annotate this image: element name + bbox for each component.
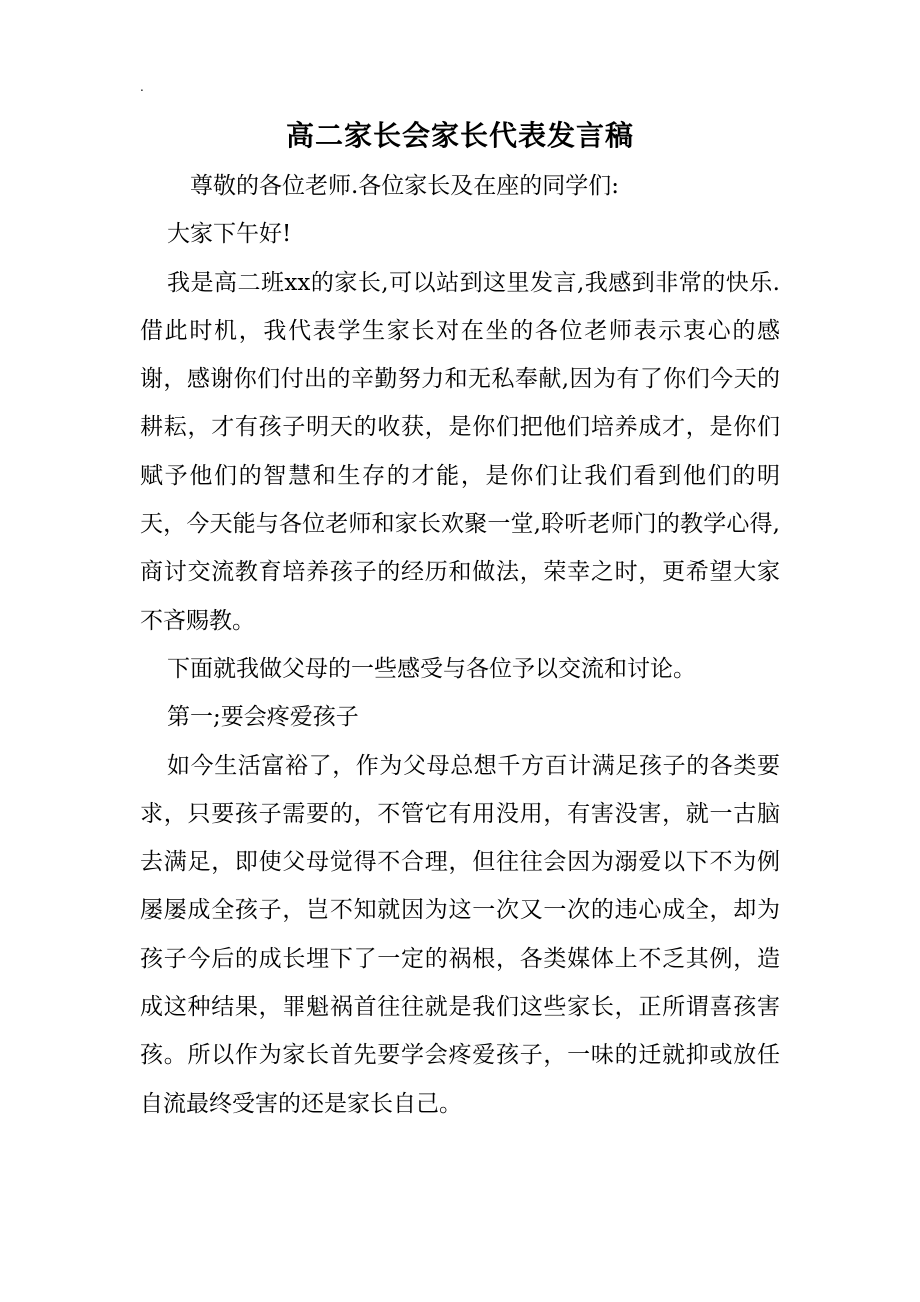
- document-body: [140, 162, 780, 1128]
- intro-paragraph: 我是高二班xx的家长,可以站到这里发言,我感到非常的快乐.借此时机，我代表学生家长对在坐的各位老师表示衷心的感谢，感谢你们付出的辛勤努力和无私奉献,因为有了你们今天的耕耘，才有孩子明天的收获，是你们把他们培养成才，是你们赋予他们的智慧和生存的才能，是你们让我们看到他们的明天，今天能与各位老师和家长欢聚一堂,聆听老师门的教学心得,商讨交流教育培养孩子的经历和做法，荣幸之时，更希望大家不吝赐教。: [140, 269, 780, 634]
- section-heading: 第一;要会疼爱孩子: [167, 704, 359, 731]
- document-title: 高二家长会家长代表发言稿: [285, 119, 634, 152]
- section-paragraph: 如今生活富裕了，作为父母总想千方百计满足孩子的各类要求，只要孩子需要的，不管它有用没用，有害没害，就一古脑去满足，即使父母觉得不合理，但往往会因为溺爱以下不为例屡屡成全孩子，岂不知就因为这一次又一次的违心成全，却为孩子今后的成长埋下了一定的祸根，各类媒体上不乏其例，造成这种结果，罪魁祸首往往就是我们这些家长，正所谓喜孩害孩。所以作为家长首先要学会疼爱孩子，一味的迁就抑或放任自流最终受害的还是家长自己。: [140, 752, 780, 1117]
- salutation: 尊敬的各位老师.各位家长及在座的同学们:: [190, 173, 620, 199]
- page-marker: .: [140, 80, 144, 94]
- transition-paragraph: 下面就我做父母的一些感受与各位予以交流和讨论。: [167, 655, 696, 682]
- greeting: 大家下午好!: [167, 221, 292, 248]
